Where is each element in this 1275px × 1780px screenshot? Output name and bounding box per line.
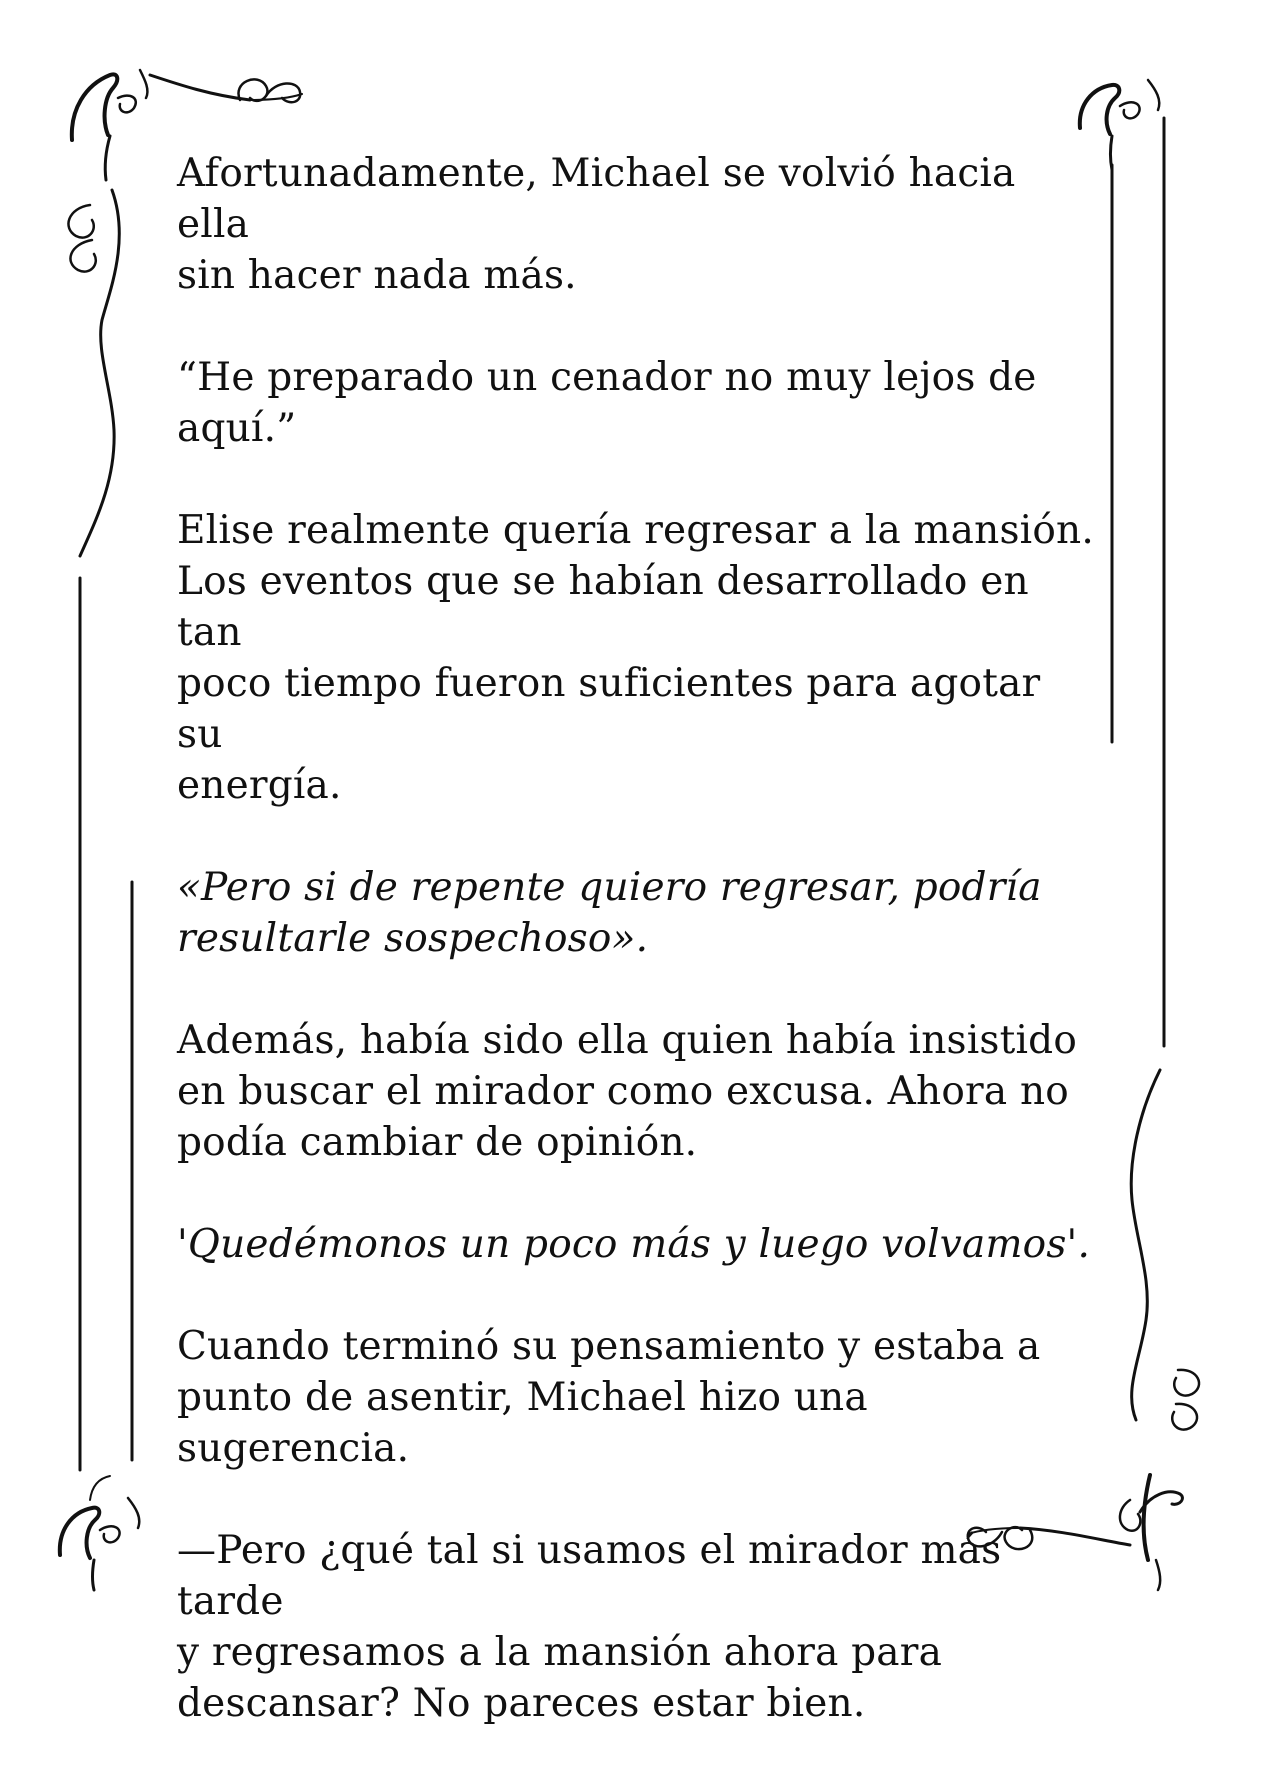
flourish-bottom-left-icon — [60, 1476, 139, 1590]
paragraph-5: Además, había sido ella quien había insistido en buscar el mirador como excusa. Ahora no podía cambiar de opinión. — [177, 1018, 1078, 1165]
paragraph-7: Cuando terminó su pensamiento y estaba a punto de asentir, Michael hizo una sugerencia. — [177, 1324, 1041, 1471]
paragraph-3: Elise realmente quería regresar a la mansión. Los eventos que se habían desarrollado en tan poco tiempo fueron suficientes para agotar su energía. — [177, 508, 1094, 808]
paragraph-2: “He preparado un cenador no muy lejos de aquí.” — [177, 355, 1037, 451]
story-text — [177, 148, 1097, 1780]
paragraph-1: Afortunadamente, Michael se volvió hacia ella sin hacer nada más. — [177, 151, 1016, 298]
paragraph-4-thought: «Pero si de repente quiero regresar, podría resultarle sospechoso». — [177, 865, 1042, 961]
paragraph-8: —Pero ¿qué tal si usamos el mirador más tarde y regresamos a la mansión ahora para descansar? No pareces estar bien. — [177, 1528, 1002, 1726]
paragraph-6-thought: 'Quedémonos un poco más y luego volvamos'. — [177, 1222, 1091, 1267]
